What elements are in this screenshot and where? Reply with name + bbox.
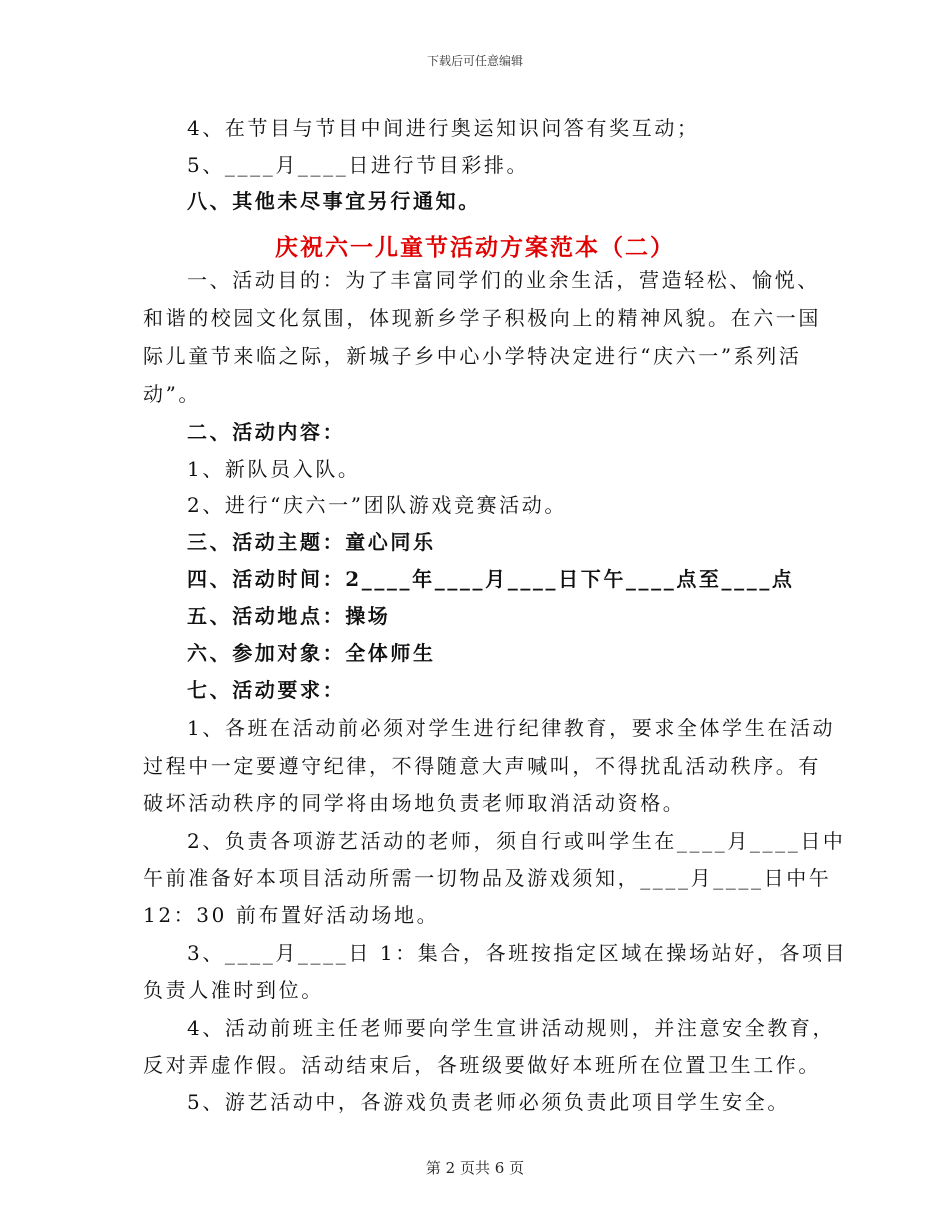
paragraph-line: 1、新队员入队。 <box>187 457 361 481</box>
paragraph-line: 一、活动目的：为了丰富同学们的业余生活，营造轻松、愉悦、 <box>187 268 820 292</box>
paragraph-line: 负责人准时到位。 <box>143 978 324 1002</box>
paragraph-line: 破坏活动秩序的同学将由场地负责老师取消活动资格。 <box>143 791 686 815</box>
paragraph-line: 4、在节目与节目中间进行奥运知识问答有奖互动； <box>187 116 700 140</box>
section-heading: 二、活动内容： <box>187 420 346 444</box>
section-heading: 七、活动要求： <box>187 678 346 702</box>
paragraph-line: 4、活动前班主任老师要向学生宣讲活动规则，并注意安全教育， <box>187 1016 836 1040</box>
paragraph-line: 2、进行“庆六一”团队游戏竞赛活动。 <box>187 493 567 517</box>
paragraph-line: 过程中一定要遵守纪律，不得随意大声喊叫，不得扰乱活动秩序。有 <box>143 754 821 778</box>
page-header: 下载后可任意编辑 <box>426 54 523 68</box>
section-heading: 四、活动时间：2____年____月____日下午____点至____点 <box>187 567 795 591</box>
section-heading: 三、活动主题：童心同乐 <box>187 530 436 554</box>
paragraph-line: 1、各班在活动前必须对学生进行纪律教育，要求全体学生在活动 <box>187 716 836 740</box>
paragraph-line: 和谐的校园文化氛围，体现新乡学子积极向上的精神风貌。在六一国 <box>143 306 821 330</box>
section-heading: 五、活动地点：操场 <box>187 604 391 628</box>
paragraph-line: 3、____月____日 1：集合，各班按指定区域在操场站好，各项目 <box>187 941 848 965</box>
paragraph-line: 午前准备好本项目活动所需一切物品及游戏须知，____月____日中午 <box>143 866 832 890</box>
section-heading: 八、其他未尽事宜另行通知。 <box>187 189 481 213</box>
section-heading: 六、参加对象：全体师生 <box>187 641 436 665</box>
paragraph-line: 5、____月____日进行节目彩排。 <box>187 153 530 177</box>
document-title: 庆祝六一儿童节活动方案范本（二） <box>275 234 675 261</box>
paragraph-line: 际儿童节来临之际，新城子乡中心小学特决定进行“庆六一”系列活 <box>143 344 802 368</box>
page-footer: 第 2 页共 6 页 <box>425 1159 525 1177</box>
paragraph-line: 反对弄虚作假。活动结束后，各班级要做好本班所在位置卫生工作。 <box>143 1053 821 1077</box>
paragraph-line: 动”。 <box>143 382 202 406</box>
paragraph-line: 5、游艺活动中，各游戏负责老师必须负责此项目学生安全。 <box>187 1090 790 1114</box>
paragraph-line: 12：30 前布置好活动场地。 <box>143 903 440 927</box>
paragraph-line: 2、负责各项游艺活动的老师，须自行或叫学生在____月____日中 <box>187 829 846 853</box>
